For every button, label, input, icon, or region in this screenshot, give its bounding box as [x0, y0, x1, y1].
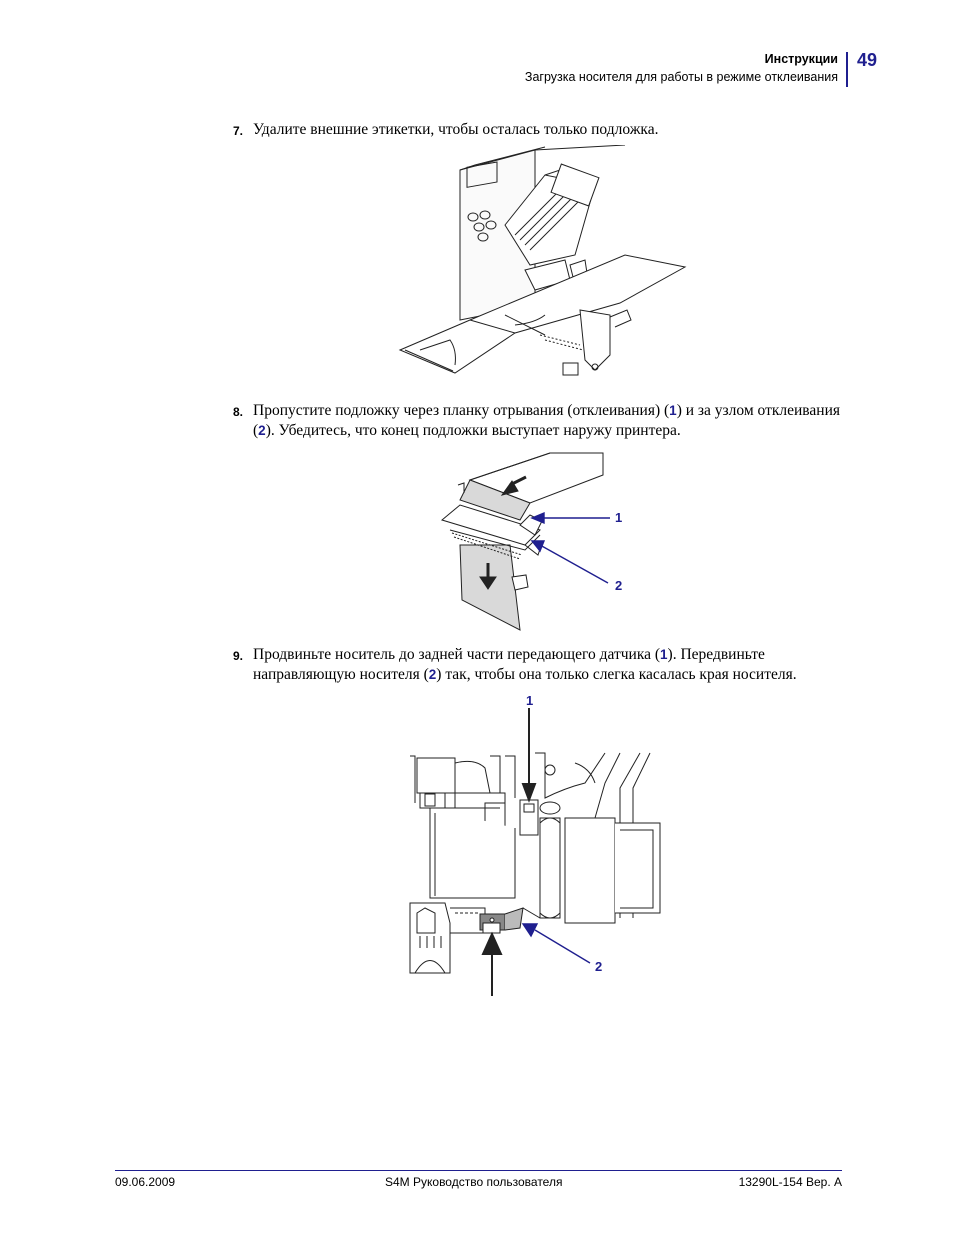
page-number: 49	[857, 50, 878, 70]
figure-peel-callout-lines	[530, 505, 610, 590]
step-text: Удалите внешние этикетки, чтобы осталась только подложка.	[253, 121, 659, 138]
footer-title: S4M Руководство пользователя	[385, 1175, 563, 1189]
step-number: 8.	[233, 405, 244, 419]
step-text	[253, 401, 843, 441]
step-text	[253, 645, 843, 685]
figure-9-callout-1: 1	[526, 693, 534, 708]
step-9	[233, 645, 843, 685]
step-number: 7.	[233, 124, 244, 138]
step-number: 9.	[233, 649, 244, 663]
step-text-part: Пропустите подложку через планку отрывания (отклеивания) (	[253, 402, 670, 419]
callout-ref-2: 2	[428, 667, 437, 682]
step-text-part: ) так, чтобы она только слегка касалась края носителя.	[436, 666, 797, 683]
figure-8-callout-2: 2	[615, 578, 623, 593]
figure-printer-liner	[395, 145, 695, 385]
step-text-part: ). Убедитесь, что конец подложки выступает наружу принтера.	[265, 422, 681, 439]
step-8	[233, 401, 843, 441]
figure-sensor-guide	[405, 708, 665, 998]
subsection-title: Загрузка носителя для работы в режиме отклеивания	[524, 70, 838, 84]
footer-doc-id: 13290L-154 Вер. A	[738, 1175, 842, 1189]
callout-ref-1: 1	[669, 403, 677, 418]
step-text-part: ). Передвиньте направляющую носителя (	[253, 646, 765, 683]
footer-date: 09.06.2009	[115, 1175, 176, 1189]
footer-divider	[115, 1170, 842, 1171]
header-divider	[846, 52, 848, 87]
callout-ref-1: 1	[660, 647, 668, 662]
step-text-part: ) и за узлом отклеивания (	[253, 402, 840, 439]
step-text-part: Продвиньте носитель до задней части передающего датчика (	[253, 646, 661, 663]
callout-ref-2: 2	[258, 423, 266, 438]
figure-8-callout-1: 1	[615, 510, 623, 525]
step-7	[233, 120, 843, 140]
figure-9-callout-2: 2	[595, 959, 603, 974]
section-title: Инструкции	[764, 52, 838, 66]
